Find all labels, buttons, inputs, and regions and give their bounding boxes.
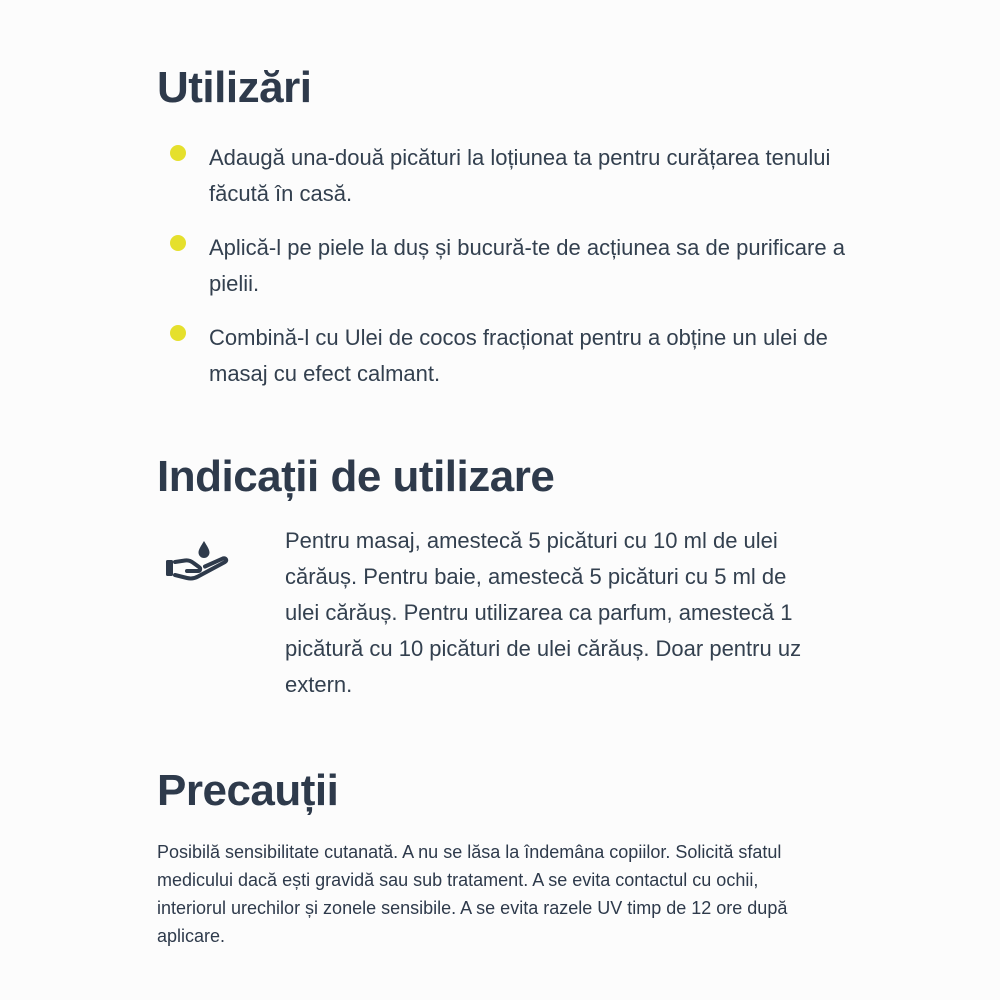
directions-text: Pentru masaj, amestecă 5 picături cu 10 ml de ulei cărăuș. Pentru baie, amestecă 5 picături cu 5 ml de ulei cărăuș. Pentru utilizarea ca parfum, amestecă 1 picătură cu 10 picături de ulei cărăuș. Doar pentru uz extern. <box>285 528 802 697</box>
list-item <box>168 230 848 302</box>
uses-title: Utilizări <box>157 63 312 112</box>
precautions-text: Posibilă sensibilitate cutanată. A nu se lăsa la îndemâna copiilor. Solicită sfatul medicului dacă ești gravidă sau sub tratament. A se evita contactul cu ochii, interiorul urechilor și zonele sensibile. A se evita razele UV timp de 12 ore după aplicare. <box>157 842 788 946</box>
precautions-title: Precauții <box>157 766 339 815</box>
list-item <box>168 320 848 392</box>
bullet-dot-icon <box>170 145 186 161</box>
list-item-text: Combină-l cu Ulei de cocos fracționat pentru a obține un ulei de masaj cu efect calmant. <box>209 325 828 386</box>
bullet-dot-icon <box>170 235 186 251</box>
uses-list <box>168 140 848 410</box>
list-item <box>168 140 848 212</box>
bullet-dot-icon <box>170 325 186 341</box>
directions-title: Indicații de utilizare <box>157 452 555 501</box>
list-item-text: Aplică-l pe piele la duș și bucură-te de acțiunea sa de purificare a pielii. <box>209 235 845 296</box>
hand-drop-icon <box>165 540 231 588</box>
list-item-text: Adaugă una-două picături la loțiunea ta pentru curățarea tenului făcută în casă. <box>209 145 831 206</box>
